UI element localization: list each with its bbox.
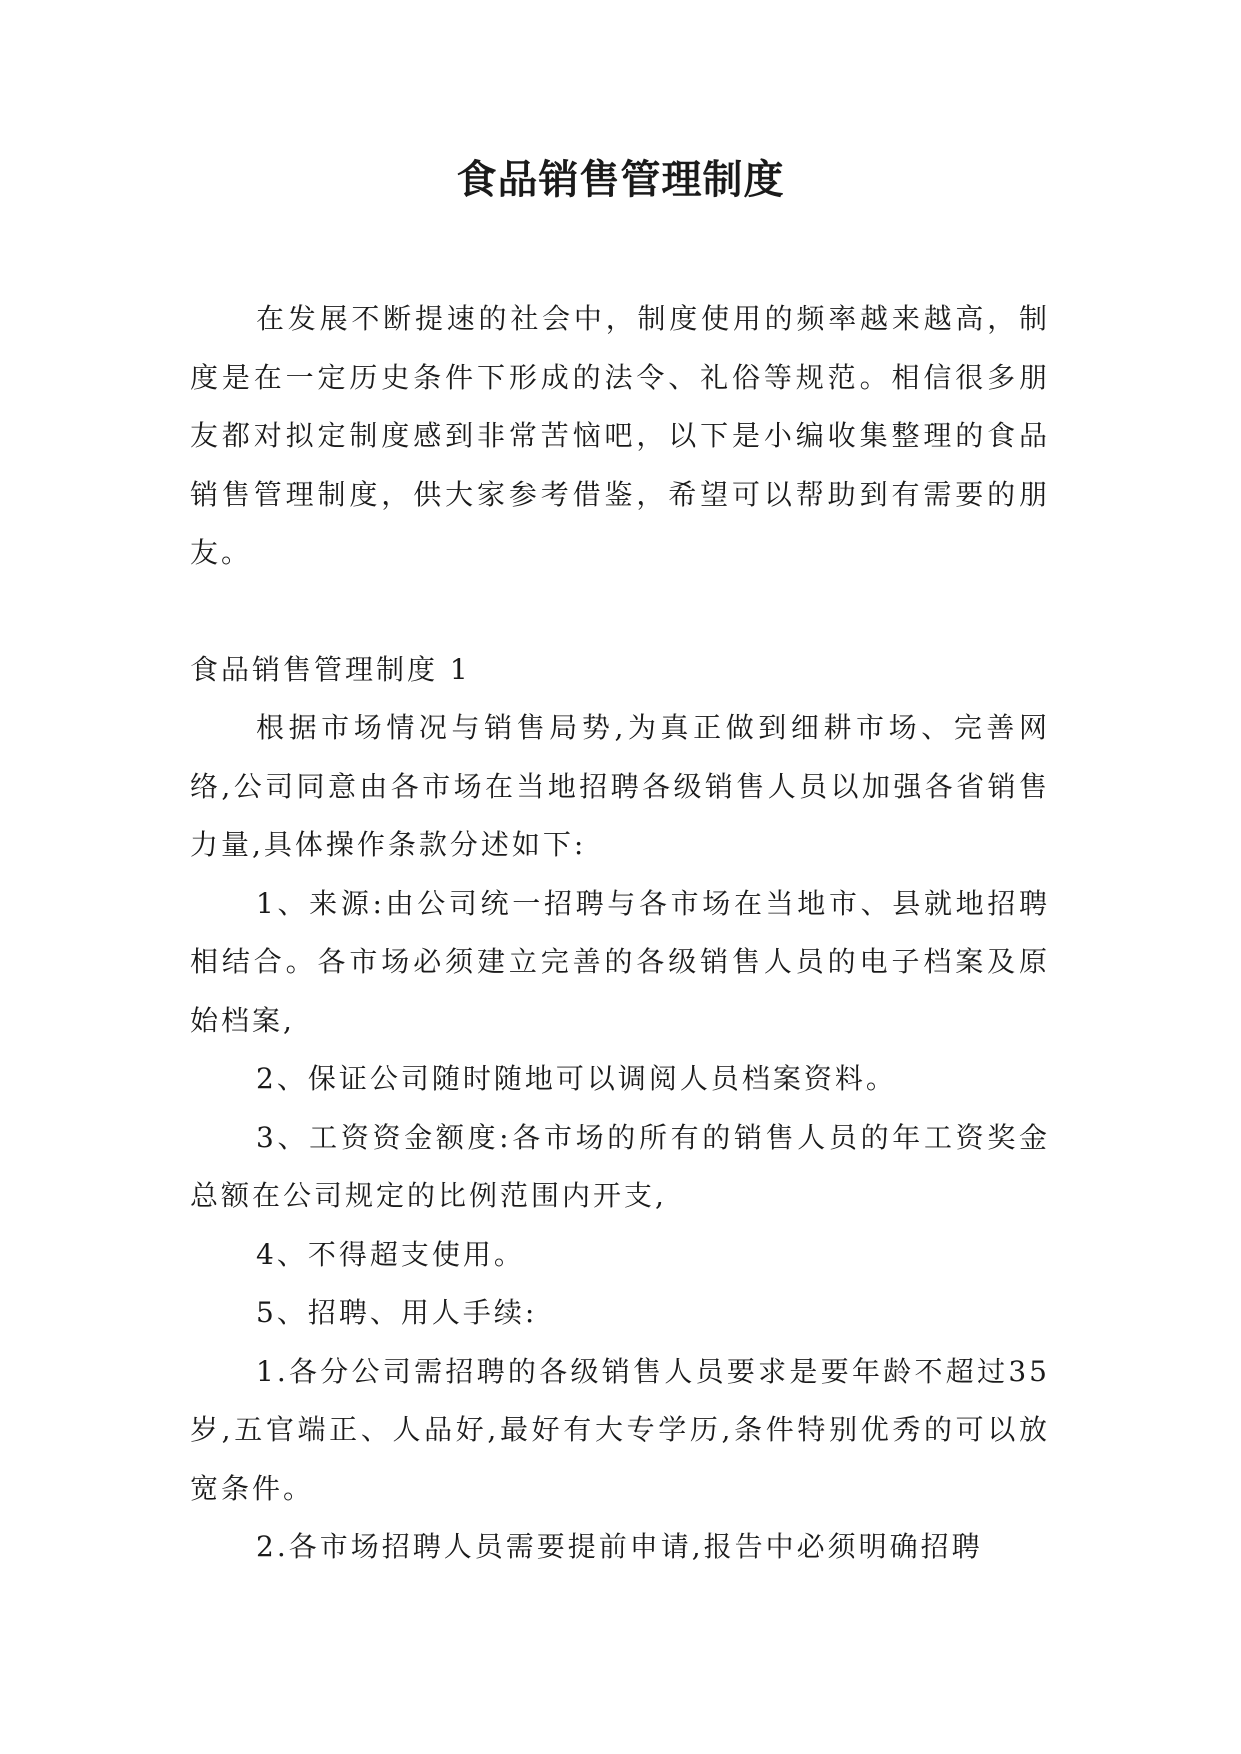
document-title: 食品销售管理制度 <box>456 157 785 203</box>
list-item: 2、保证公司随时随地可以调阅人员档案资料。 <box>256 1062 897 1095</box>
sub-list-item: 2.各市场招聘人员需要提前申请,报告中必须明确招聘 <box>256 1530 983 1563</box>
document-body <box>190 290 1050 1577</box>
sub-list-item: 1.各分公司需招聘的各级销售人员要求是要年龄不超过35岁,五官端正、人品好,最好有大专学历,条件特别优秀的可以放宽条件。 <box>190 1354 1050 1505</box>
list-item: 4、不得超支使用。 <box>256 1237 525 1271</box>
list-item: 1、来源:由公司统一招聘与各市场在当地市、县就地招聘相结合。各市场必须建立完善的各级销售人员的电子档案及原始档案, <box>190 886 1050 1037</box>
list-item: 3、工资资金额度:各市场的所有的销售人员的年工资奖金总额在公司规定的比例范围内开支, <box>190 1120 1050 1212</box>
list-item: 5、招聘、用人手续: <box>256 1296 538 1329</box>
section-title: 食品销售管理制度 1 <box>190 652 471 686</box>
body-paragraph: 根据市场情况与销售局势,为真正做到细耕市场、完善网络,公司同意由各市场在当地招聘各级销售人员以加强各省销售力量,具体操作条款分述如下: <box>190 711 1050 861</box>
intro-paragraph: 在发展不断提速的社会中，制度使用的频率越来越高，制度是在一定历史条件下形成的法令、礼俗等规范。相信很多朋友都对拟定制度感到非常苦恼吧，以下是小编收集整理的食品销售管理制度，供大家参考借鉴，希望可以帮助到有需要的朋友。 <box>190 302 1050 569</box>
